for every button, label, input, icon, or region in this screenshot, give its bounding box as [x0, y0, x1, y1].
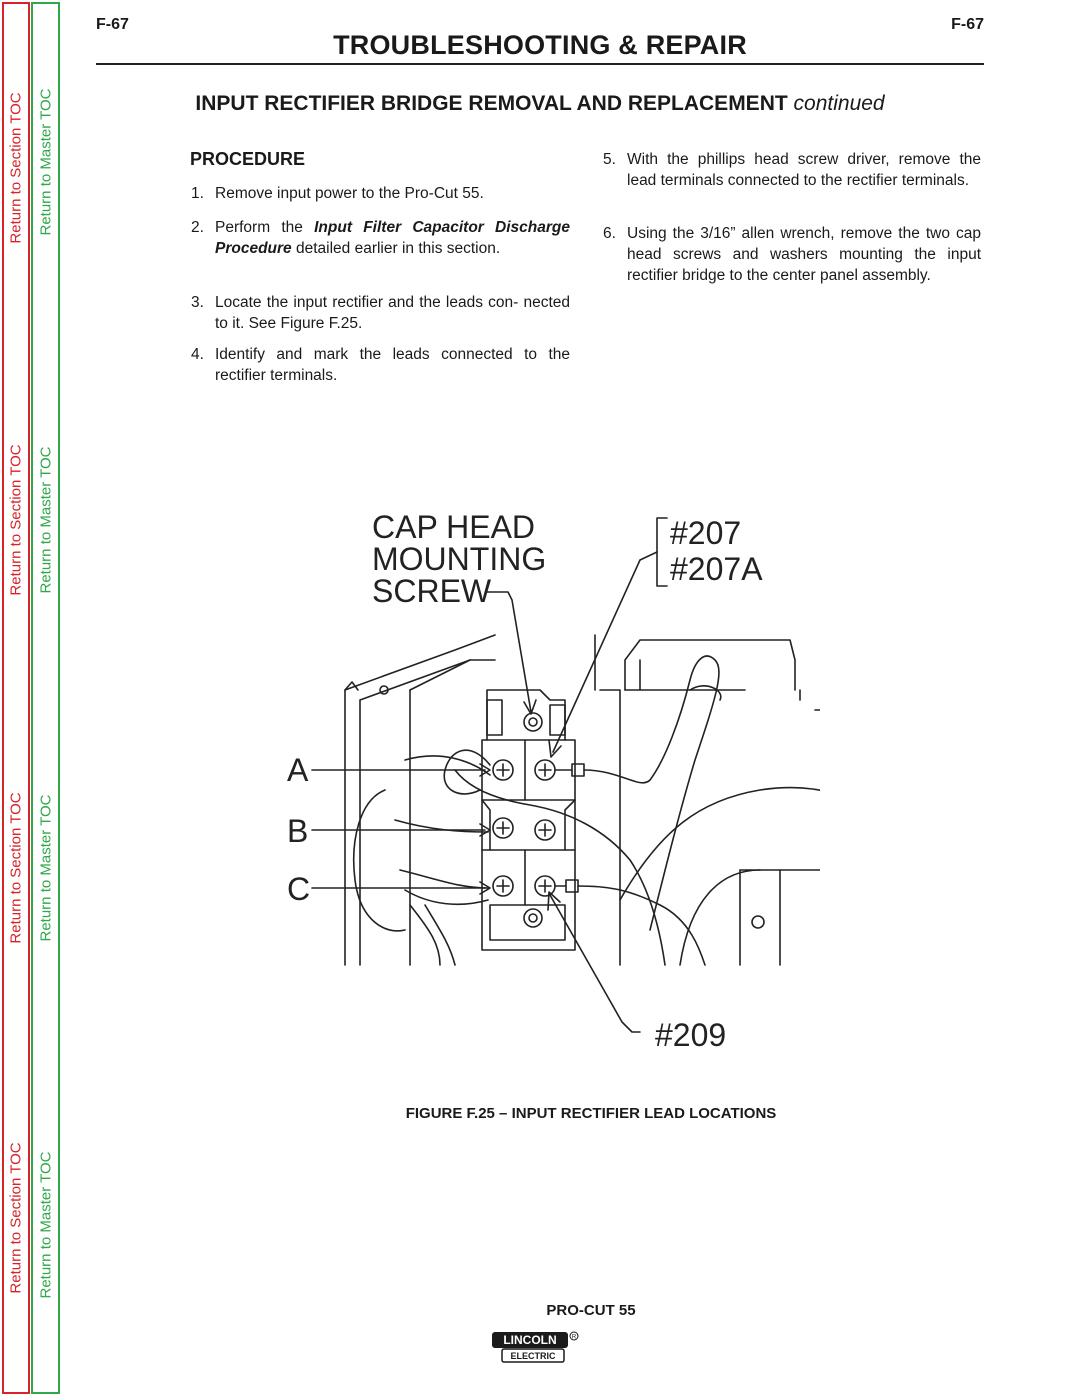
header-divider [96, 63, 984, 65]
lead-b-label: B [287, 813, 309, 849]
procedure-step [191, 292, 570, 334]
figure-caption: FIGURE F.25 – INPUT RECTIFIER LEAD LOCATIONS [405, 1105, 777, 1122]
section-title-suffix: continued [793, 92, 885, 115]
step-text: Remove input power to the Pro-Cut 55. [215, 185, 484, 202]
svg-text:R: R [571, 1334, 577, 1341]
step-number: 1. [191, 185, 204, 202]
return-to-section-toc-link[interactable]: Return to Section TOC [7, 92, 25, 244]
step-text: Locate the input rectifier and the leads con- nected to it. See Figure F.25. [215, 294, 570, 332]
procedure-step [603, 223, 981, 286]
procedure-step [603, 149, 981, 191]
cap-head-label-line3: SCREW [372, 573, 492, 609]
page-number-left: F-67 [96, 16, 129, 33]
step-text: With the phillips head screw driver, remove the lead terminals connected to the rectifier terminals. [627, 151, 981, 189]
section-title [96, 92, 984, 116]
rectifier-figure [280, 500, 820, 1080]
lead-a-label: A [287, 752, 309, 788]
step-text: Using the 3/16” allen wrench, remove the two cap head screws and washers mounting the input rectifier bridge to the center panel assembly. [627, 225, 981, 284]
return-to-section-toc-link[interactable]: Return to Section TOC [7, 792, 25, 944]
return-to-master-toc-link[interactable]: Return to Master TOC [37, 794, 55, 942]
return-to-master-toc-link[interactable]: Return to Master TOC [37, 1151, 55, 1299]
step-text-post: detailed earlier in this section. [291, 240, 501, 257]
step-number: 5. [603, 151, 616, 168]
step-number: 6. [603, 225, 616, 242]
section-title-text: INPUT RECTIFIER BRIDGE REMOVAL AND REPLACEMENT [195, 92, 788, 115]
cap-head-label-line1: CAP HEAD [372, 509, 536, 545]
lead-207-label: #207 [670, 515, 742, 551]
page-title: TROUBLESHOOTING & REPAIR [333, 30, 747, 60]
step-number: 3. [191, 294, 204, 311]
lead-c-label: C [287, 871, 311, 907]
product-name: PRO-CUT 55 [546, 1302, 636, 1319]
page-number-right: F-67 [951, 16, 984, 33]
procedure-step [191, 183, 570, 204]
procedure-heading: PROCEDURE [190, 149, 306, 169]
step-text: Identify and mark the leads connected to the rectifier terminals. [215, 346, 570, 384]
return-to-section-toc-link[interactable]: Return to Section TOC [7, 1142, 25, 1294]
step-number: 4. [191, 346, 204, 363]
lincoln-electric-logo [490, 1328, 582, 1366]
svg-text:LINCOLN: LINCOLN [503, 1333, 557, 1347]
step-number: 2. [191, 219, 204, 236]
cap-head-label-line2: MOUNTING [372, 541, 547, 577]
step-text-emphasis: Input Filter Capacitor Discharge Procedure [215, 219, 570, 257]
return-to-master-toc-link[interactable]: Return to Master TOC [37, 88, 55, 236]
procedure-step [191, 217, 570, 259]
return-to-section-toc-link[interactable]: Return to Section TOC [7, 444, 25, 596]
lead-207a-label: #207A [670, 551, 763, 587]
return-to-master-toc-link[interactable]: Return to Master TOC [37, 446, 55, 594]
step-text-pre: Perform the [215, 219, 315, 236]
procedure-step [191, 344, 570, 386]
lead-209-label: #209 [655, 1017, 727, 1053]
svg-text:ELECTRIC: ELECTRIC [510, 1351, 556, 1361]
